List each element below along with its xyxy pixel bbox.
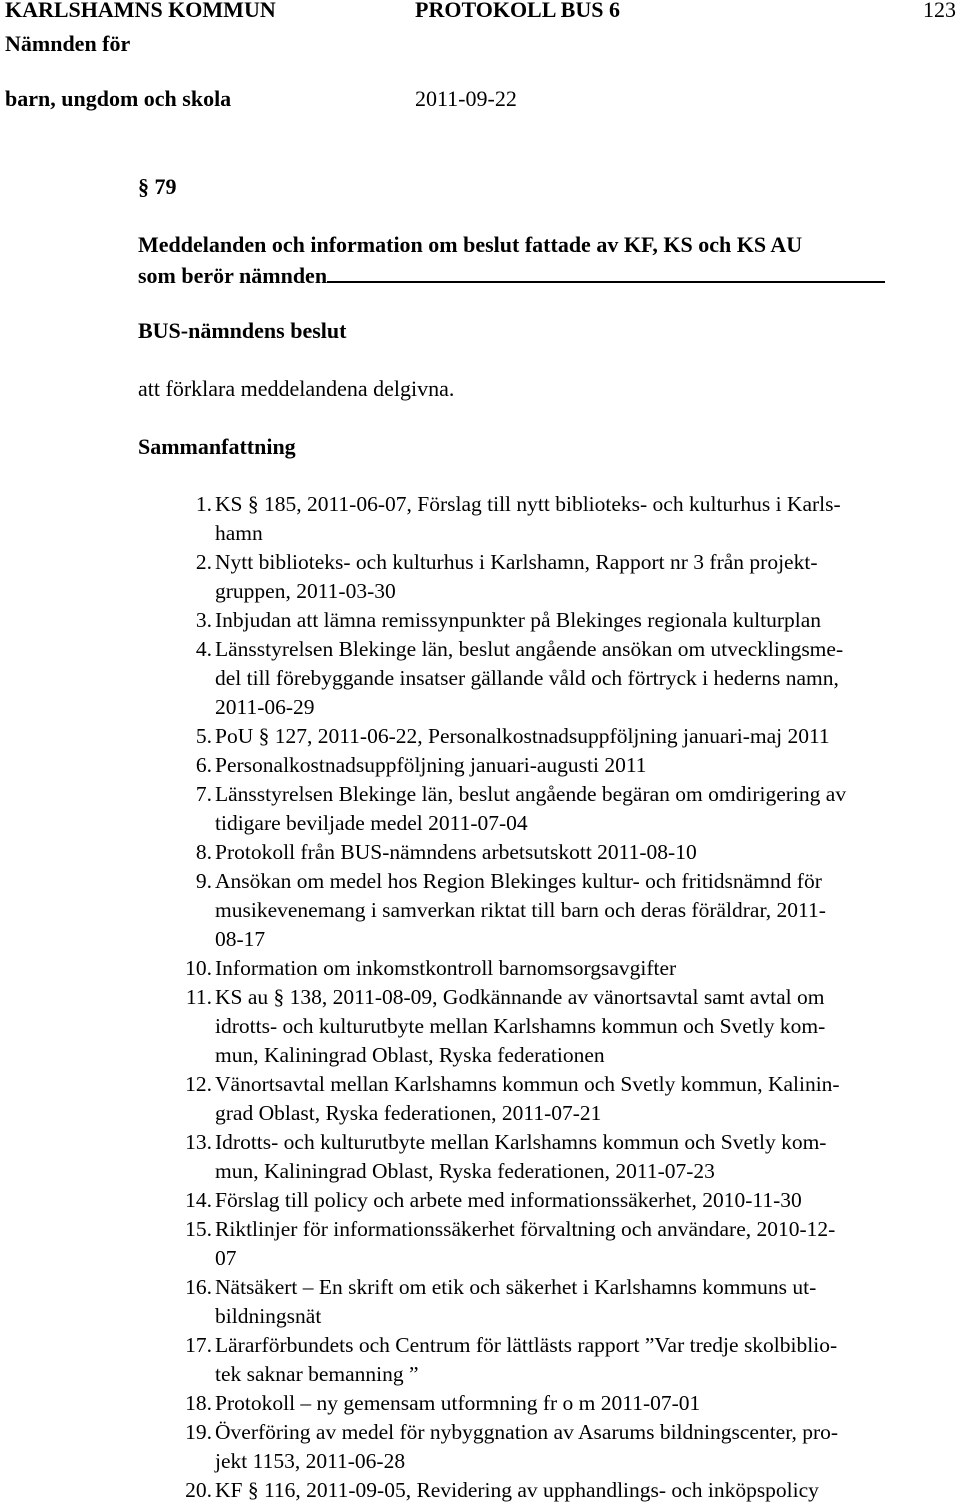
list-item-text-line: 08-17 [215,927,266,951]
list-item-text-line: Riktlinjer för informationssäkerhet förvaltning och användare, 2010-12- [215,1217,836,1241]
list-item [0,954,945,983]
section-title-line2-wrap [138,259,928,290]
list-item-number: 15. [185,1217,212,1241]
list-item-number: 9. [195,869,212,893]
list-item [0,1418,945,1476]
list-item [0,1186,945,1215]
title-underline [327,259,885,283]
list-item-number: 20. [185,1478,212,1502]
list-item-text-line: Information om inkomstkontroll barnomsorgsavgifter [215,956,677,980]
list-item [0,722,945,751]
header-page-number: 123 [923,0,956,22]
list-item-text-line: del till förebyggande insatser gällande våld och förtryck i hederns namn, [215,666,839,690]
list-item [0,635,945,722]
list-item-text-line: Inbjudan att lämna remissynpunkter på Blekinges regionala kulturplan [215,608,822,632]
list-item-text-line: KS au § 138, 2011-08-09, Godkännande av vänortsavtal samt avtal om [215,985,825,1009]
list-item [0,838,945,867]
list-item [0,1215,945,1273]
list-item [0,983,945,1070]
list-item-number: 14. [185,1188,212,1212]
section-title-line2: som berör nämnden [138,263,328,288]
list-item-number: 5. [195,724,212,748]
list-item [0,751,945,780]
list-item [0,1331,945,1389]
list-item-text-line: 07 [215,1246,237,1270]
list-item [0,490,945,548]
list-item-text-line: 2011-06-29 [215,695,315,719]
list-item [0,606,945,635]
list-item-text-line: mun, Kaliningrad Oblast, Ryska federationen, 2011-07-23 [215,1159,715,1183]
list-item-text-line: Nytt biblioteks- och kulturhus i Karlshamn, Rapport nr 3 från projekt- [215,550,818,574]
list-item-text-line: grad Oblast, Ryska federationen, 2011-07-21 [215,1101,602,1125]
list-item [0,867,945,954]
summary-list [0,490,960,1505]
list-item-number: 2. [195,550,212,574]
list-item-text-line: Länsstyrelsen Blekinge län, beslut angående begäran om omdirigering av [215,782,847,806]
list-item-text-line: Protokoll från BUS-nämndens arbetsutskott 2011-08-10 [215,840,697,864]
list-item-number: 17. [185,1333,212,1357]
list-item-text-line: Förslag till policy och arbete med informationssäkerhet, 2010-11-30 [215,1188,802,1212]
list-item-number: 8. [195,840,212,864]
list-item-text-line: Länsstyrelsen Blekinge län, beslut angående ansökan om utvecklingsme- [215,637,844,661]
header-committee-line1: Nämnden för [5,31,131,56]
list-item-text-line: tek saknar bemanning ” [215,1362,419,1386]
list-item [0,1273,945,1331]
header-protocol: PROTOKOLL BUS 6 [415,0,620,22]
list-item-number: 13. [185,1130,212,1154]
list-item [0,1070,945,1128]
section-number: § 79 [138,174,177,199]
list-item-text-line: tidigare beviljade medel 2011-07-04 [215,811,528,835]
list-item-number: 11. [185,985,212,1009]
list-item-text-line: bildningsnät [215,1304,322,1328]
list-item-text-line: Lärarförbundets och Centrum för lättlästs rapport ”Var tredje skolbiblio- [215,1333,838,1357]
list-item-text-line: idrotts- och kulturutbyte mellan Karlshamns kommun och Svetly kom- [215,1014,826,1038]
decision-text: att förklara meddelandena delgivna. [138,376,455,401]
list-item-text-line: hamn [215,521,263,545]
list-item-number: 6. [195,753,212,777]
decision-heading: BUS-nämndens beslut [138,318,347,343]
list-item [0,1128,945,1186]
section-title [138,230,928,290]
list-item-text-line: Protokoll – ny gemensam utformning fr o m 2011-07-01 [215,1391,701,1415]
list-item-text-line: Idrotts- och kulturutbyte mellan Karlshamns kommun och Svetly kom- [215,1130,827,1154]
list-item-text-line: Vänortsavtal mellan Karlshamns kommun och Svetly kommun, Kalinin- [215,1072,840,1096]
list-item-number: 3. [195,608,212,632]
list-item-number: 18. [185,1391,212,1415]
list-item-text-line: Överföring av medel för nybyggnation av Asarums bildningscenter, pro- [215,1420,839,1444]
list-item-text-line: gruppen, 2011-03-30 [215,579,396,603]
list-item-text-line: mun, Kaliningrad Oblast, Ryska federationen [215,1043,605,1067]
list-item-text-line: Personalkostnadsuppföljning januari-augusti 2011 [215,753,647,777]
list-item [0,1389,945,1418]
list-item-text-line: PoU § 127, 2011-06-22, Personalkostnadsuppföljning januari-maj 2011 [215,724,830,748]
list-item-text-line: KF § 116, 2011-09-05, Revidering av upphandlings- och inköpspolicy [215,1478,819,1502]
header-committee-line2: barn, ungdom och skola [5,86,232,111]
list-item-text-line: Ansökan om medel hos Region Blekinges kultur- och fritidsnämnd för [215,869,822,893]
list-item [0,1476,945,1505]
list-item-text-line: musikevenemang i samverkan riktat till barn och deras föräldrar, 2011- [215,898,826,922]
section-title-line1: Meddelanden och information om beslut fattade av KF, KS och KS AU [138,232,803,257]
list-item-text-line: KS § 185, 2011-06-07, Förslag till nytt biblioteks- och kulturhus i Karls- [215,492,841,516]
list-item-number: 4. [195,637,212,661]
list-item [0,780,945,838]
list-item-number: 19. [185,1420,212,1444]
header-municipality: KARLSHAMNS KOMMUN [5,0,276,22]
list-item-text-line: Nätsäkert – En skrift om etik och säkerhet i Karlshamns kommuns ut- [215,1275,817,1299]
list-item-number: 7. [195,782,212,806]
list-item-text-line: jekt 1153, 2011-06-28 [215,1449,406,1473]
list-item-number: 16. [185,1275,212,1299]
list-item-number: 1. [195,492,212,516]
list-item [0,548,945,606]
list-item-number: 12. [185,1072,212,1096]
list-item-number: 10. [185,956,212,980]
header-date: 2011-09-22 [415,86,517,111]
summary-heading: Sammanfattning [138,434,296,459]
